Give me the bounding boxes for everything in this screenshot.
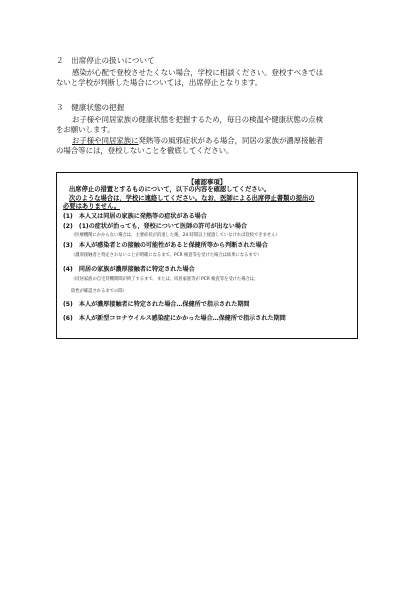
section-2-heading: ２ 出席停止の扱いについて xyxy=(56,56,155,65)
item-4-note-2: 陰性が確認されるまでの間） xyxy=(71,289,127,294)
section-3-heading: ３ 健康状態の把握 xyxy=(56,103,125,112)
item-6: (6) 本人が新型コロナウイルス感染症にかかった場合…保健所で指示された期間 xyxy=(63,315,286,322)
item-4-note-1: （同居家族の自宅待機期間が終了するまで。または，同居家族等が PCR 検査等を受けた場合は， xyxy=(71,277,259,282)
section-3-body xyxy=(56,115,372,157)
section-2-line-2: ないと学校が判断した場合については，出席停止となります。 xyxy=(56,78,263,88)
section-3-line-1: お子様や同居家族の健康状態を把握するため，毎日の検温や健康状態の点検 xyxy=(72,115,323,124)
box-intro-line-1: 出席停止の措置とするものについて，以下の内容を確認してください。 xyxy=(69,186,271,193)
confirmation-box xyxy=(56,172,358,339)
box-title: 【確認事項】 xyxy=(187,178,227,186)
item-2-note: （医療機関にかからない場合は，主要症状が消退した後，24 時間以上経過していなければ登校できません） xyxy=(71,233,280,238)
item-2: (2) (1)の症状が治っても，登校について医師の許可が出ない場合 xyxy=(63,223,248,230)
section-3-line-3 xyxy=(72,136,372,146)
section-3-line-3-rest: 発熱等の風邪症状がある場合，同居の家族が濃厚接触者 xyxy=(138,135,324,145)
section-2-body xyxy=(56,68,372,89)
box-intro-line-2: 次のような場合は，学校に連絡してください。なお，医師による出席停止書類の提出の xyxy=(69,194,315,202)
item-4: (4) 同居の家族が濃厚接触者に特定された場合 xyxy=(63,266,195,273)
item-1: (1) 本人又は同居の家族に発熱等の症状がある場合 xyxy=(63,213,207,220)
item-5: (5) 本人が濃厚接触者に特定された場合…保健所で指示された期間 xyxy=(63,301,250,308)
section-3-line-2: をお願いします。 xyxy=(56,125,115,135)
section-3-underlined-text: お子様や同居家族に xyxy=(72,135,139,145)
box-intro xyxy=(63,186,351,212)
item-3: (3) 本人が感染者との接触の可能性があると保健所等から判断された場合 xyxy=(63,242,268,249)
section-3-line-4: の場合等には，登校しないことを徹底してください。 xyxy=(56,146,234,156)
section-2-line-1: 感染が心配で登校させたくない場合，学校に相談ください。登校すべきでは xyxy=(72,68,324,77)
box-intro-line-3: 必要はありません。 xyxy=(63,203,121,211)
item-3-note: （濃厚接触者と特定されないことが明確になるまで。PCR 検査等を受けた場合は結果になるまで） xyxy=(71,253,262,258)
